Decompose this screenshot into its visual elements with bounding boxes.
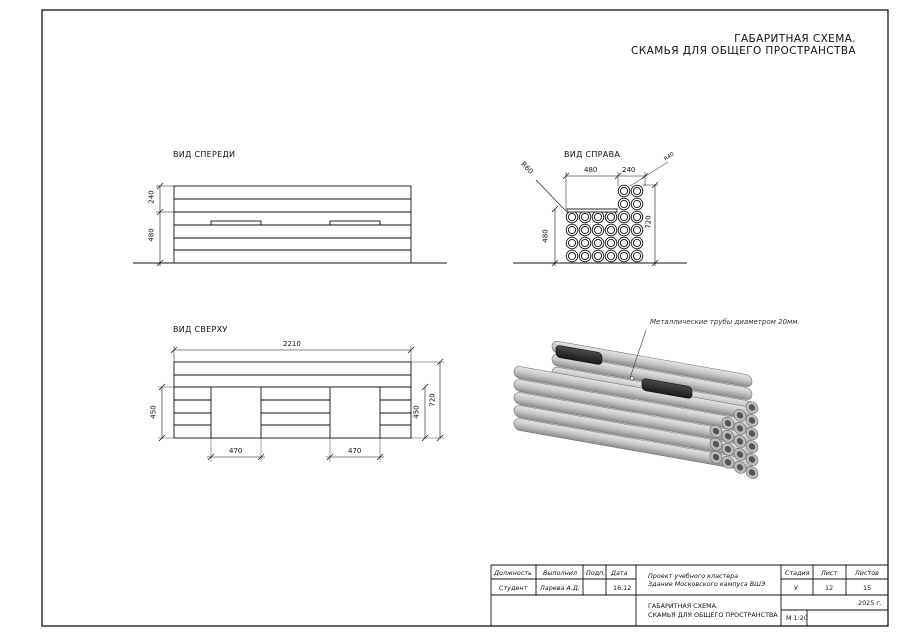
front-cushion-left [211,221,261,225]
tb-header-date: Дата [611,569,628,577]
tb-header-done-by: Выполнил [543,569,578,577]
tb-project-line1: Проект учебного кластера [648,572,739,580]
tb-author: Ларева А.Д. [540,584,580,592]
side-cushion [567,209,617,212]
side-dim-480-height: 480 [541,229,550,243]
side-view-label: ВИД СПРАВА [564,150,621,159]
top-cushion-right [330,387,380,438]
side-pipe-grid [566,185,643,262]
tb-stage-header: Стадия [785,569,810,577]
top-dim-470-a: 470 [229,447,243,455]
top-dim-470-b: 470 [348,447,362,455]
sheet-title-line2: СКАМЬЯ ДЛЯ ОБЩЕГО ПРОСТРАНСТВА [631,45,856,57]
tb-year: 2025 г. [858,599,882,607]
tb-date: 16.12 [613,584,632,592]
tb-sheets-header: Листов [855,569,879,577]
tb-position: Студент [499,584,528,592]
tb-stage: У [794,584,798,592]
sheet-title-line1: ГАБАРИТНАЯ СХЕМА. [734,33,856,45]
front-view-label: ВИД СПЕРЕДИ [173,150,236,159]
top-view [158,346,444,462]
tb-project-line2: Здание Московского кампуса ВШЭ [648,580,766,588]
front-dim-240: 240 [147,190,156,204]
front-bench-outline [174,186,411,263]
tb-sheet-title1: ГАБАРИТНАЯ СХЕМА. [648,602,719,610]
top-view-label: ВИД СВЕРХУ [173,325,228,334]
bench-render [514,334,758,480]
top-dim-450-right: 450 [412,405,421,419]
pipe-callout: Металлические трубы диаметром 20мм. [650,318,800,326]
tb-header-signature: Подп. [586,569,606,577]
tb-sheet-number: 12 [825,584,834,592]
tb-sheet-title2: СКАМЬЯ ДЛЯ ОБЩЕГО ПРОСТРАНСТВА [648,611,778,619]
side-dim-480: 480 [584,166,598,174]
r40-leader [630,162,668,186]
front-view [133,183,447,266]
top-dim-720: 720 [428,393,437,407]
front-cushion-right [330,221,380,225]
r60-leader [536,180,566,211]
tb-header-position: Должность [494,569,532,577]
top-cushion-left [211,387,261,438]
side-dim-720: 720 [644,215,653,229]
side-view [513,162,687,266]
top-dim-2210: 2210 [283,340,301,348]
tb-sheets-total: 15 [863,584,872,592]
top-dim-450-left: 450 [149,405,158,419]
side-dim-240: 240 [622,166,636,174]
tb-sheet-header: Лист [821,569,838,577]
side-dim-r40: R40 [663,151,676,163]
tb-scale: М 1:20 [786,614,808,622]
front-dim-480: 480 [147,228,156,242]
side-dim-r60: R60 [519,160,535,176]
